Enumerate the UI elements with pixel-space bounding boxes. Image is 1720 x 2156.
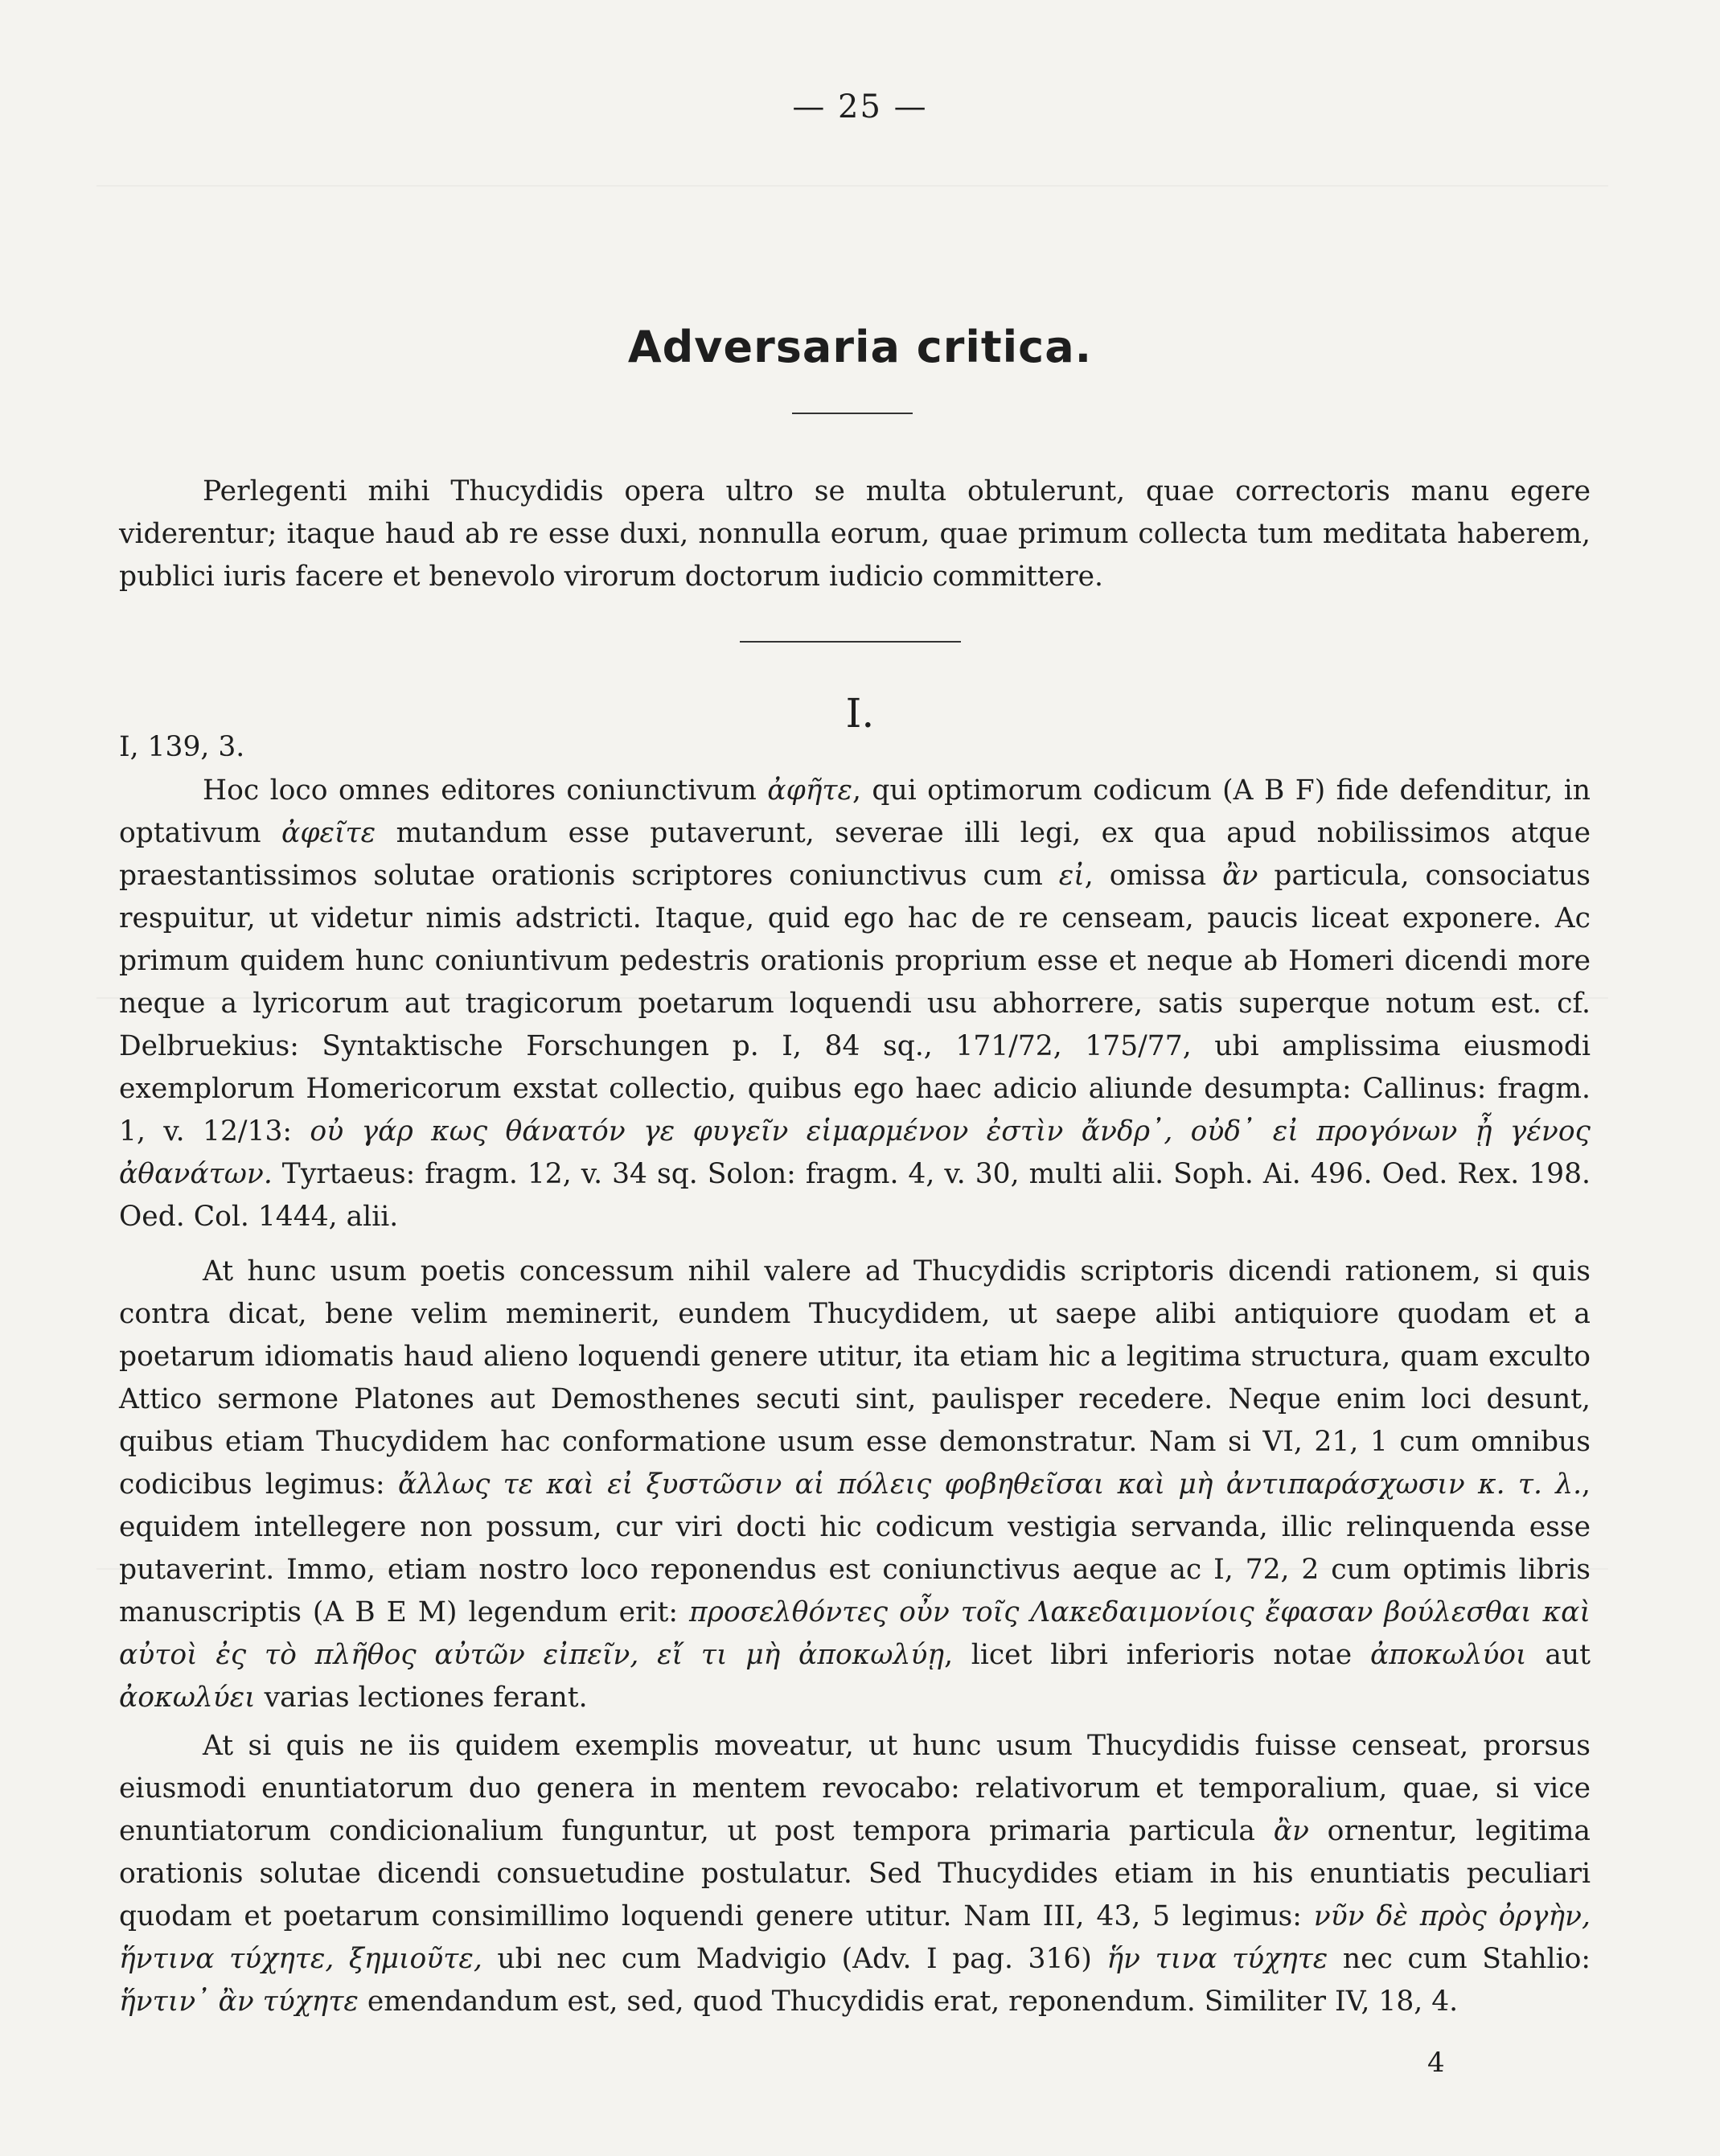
text-run: varias lectiones ferant.	[255, 1682, 588, 1714]
greek-run: ἀποκωλύοι	[1369, 1639, 1527, 1671]
text-run: particula, consociatus respuitur, ut videtur nimis adstricti. Itaque, quid ego hac de re censeam, paucis liceat exponere. Ac primum quidem hunc coniuntivum pedestris orationis proprium esse et neque ab Homeri dicendi more neque a lyricorum aut tragicorum poetarum loquendi usu abhorrere, satis superque notum est. cf. Delbruekius: Syntaktische Forschungen p. I, 84 sq., 171/72, 175/77, ubi amplissima eiusmodi exemplorum Homericorum exstat collectio, quibus ego haec adicio aliunde desumpta: Callinus: fragm. 1, v. 12/13:	[119, 860, 1591, 1148]
text-run: , equidem intellegere non possum, cur viri docti hic codicum vestigia servanda, illic relinquenda esse putaverint. Immo, etiam nostro loco reponendus est coniunctivus aeque ac I, 72, 2 cum optimis libris manuscriptis (A B E M) legendum erit:	[119, 1468, 1591, 1628]
greek-run: εἰ	[1058, 860, 1085, 892]
text-run: , qui optimorum codicum (A B F) fide defenditur, in optativum	[119, 774, 1591, 849]
locus-reference-text: I, 139, 3.	[119, 731, 245, 763]
greek-run: νῦν δὲ πρὸς ὀργὴν, ἥντινα τύχητε, ξημιοῦτε,	[119, 1900, 1591, 1975]
greek-run: ἄλλως τε καὶ εἰ ξυστῶσιν αἱ πόλεις φοβηθεῖσαι καὶ μὴ ἀντιπαράσχωσιν κ. τ. λ.	[397, 1468, 1582, 1501]
paragraph-2	[119, 1250, 1591, 1719]
page-title: Adversaria critica.	[627, 322, 1093, 372]
intro-text: Perlegenti mihi Thucydidis opera ultro se multa obtulerunt, quae correctoris manu egere viderentur; itaque haud ab re esse duxi, nonnulla eorum, quae primum collecta tum meditata haberem, publici iuris facere et benevolo virorum doctorum iudicio committere.	[119, 475, 1591, 593]
text-run: , omissa	[1084, 860, 1223, 892]
text-run: aut	[1526, 1639, 1591, 1671]
greek-run: ἥν τινα τύχητε	[1106, 1943, 1328, 1975]
text-run: ornentur, legitima orationis solutae dicendi consuetudine postulatur. Sed Thucydides etiam in his enuntiatis peculiari quodam et poetarum consimillimo loquendi genere utitur. Nam III, 43, 5 legimus:	[119, 1815, 1591, 1932]
greek-run: ἂν	[1222, 860, 1258, 892]
greek-run: ἂν	[1273, 1815, 1309, 1847]
text-run: Hoc loco omnes editores coniunctivum	[203, 774, 768, 807]
greek-run: ἀφῆτε	[767, 774, 853, 807]
paragraph-3	[119, 1725, 1591, 2023]
text-run: Tyrtaeus: fragm. 12, v. 34 sq. Solon: fragm. 4, v. 30, multi alii. Soph. Ai. 496. Oed. Rex. 198. Oed. Col. 1444, alii.	[119, 1158, 1591, 1233]
title-divider	[792, 413, 913, 414]
greek-run: προσελθόντες οὖν τοῖς Λακεδαιμονίοις ἔφασαν βούλεσθαι καὶ αὐτοὶ ἐς τὸ πλῆθος αὐτῶν εἰπεῖν, εἴ τι μὴ ἀποκωλύῃ	[119, 1596, 1591, 1671]
text-run: At hunc usum poetis concessum nihil valere ad Thucydidis scriptoris dicendi rationem, si quis contra dicat, bene velim meminerit, eundem Thucydidem, ut saepe alibi antiquiore quodam et a poetarum idiomatis haud alieno loquendi genere utitur, ita etiam hic a legitima structura, quam exculto Attico sermone Platones aut Demosthenes secuti sint, paulisper recedere. Neque enim loci desunt, quibus etiam Thucydidem hac conformatione usum esse demonstratur. Nam si VI, 21, 1 cum omnibus codicibus legimus:	[119, 1255, 1591, 1501]
bleed-through-line	[96, 185, 1608, 187]
page-number: — 25 —	[792, 88, 928, 125]
text-run: nec cum Stahlio:	[1328, 1943, 1591, 1975]
text-run: emendandum est, sed, quod Thucydidis erat, reponendum. Similiter IV, 18, 4.	[358, 1986, 1459, 2018]
text-run: ubi nec cum Madvigio (Adv. I pag. 316)	[482, 1943, 1107, 1975]
text-run: At si quis ne iis quidem exemplis moveatur, ut hunc usum Thucydidis fuisse censeat, prorsus eiusmodi enuntiatorum duo genera in mentem revocabo: relativorum et temporalium, quae, si vice enuntiatorum condicionalium funguntur, ut post tempora primaria particula	[119, 1730, 1591, 1847]
paragraph-1	[119, 770, 1591, 1238]
paragraph-1-text	[119, 770, 1591, 1238]
greek-run: ἀφεῖτε	[281, 817, 376, 849]
text-run: mutandum esse putaverunt, severae illi legi, ex qua apud nobilissimos atque praestantissimos solutae orationis scriptores coniunctivus cum	[119, 817, 1591, 892]
greek-run: ἥντιν᾽ ἂν τύχητε	[119, 1986, 359, 2018]
section-heading: I.	[845, 690, 875, 737]
paragraph-3-text	[119, 1725, 1591, 2023]
section-divider	[740, 641, 961, 643]
intro-paragraph	[119, 470, 1591, 598]
greek-run: ἀοκωλύει	[119, 1682, 256, 1714]
locus-reference	[119, 726, 1591, 769]
greek-run: οὐ γάρ κως θάνατόν γε φυγεῖν εἱμαρμένον ἐστὶν ἄνδρ᾽, οὐδ᾽ εἰ προγόνων ᾖ γένος ἀθανάτων.	[119, 1115, 1591, 1190]
text-run: , licet libri inferioris notae	[944, 1639, 1370, 1671]
paragraph-2-text	[119, 1250, 1591, 1719]
signature-mark: 4	[1427, 2047, 1445, 2079]
